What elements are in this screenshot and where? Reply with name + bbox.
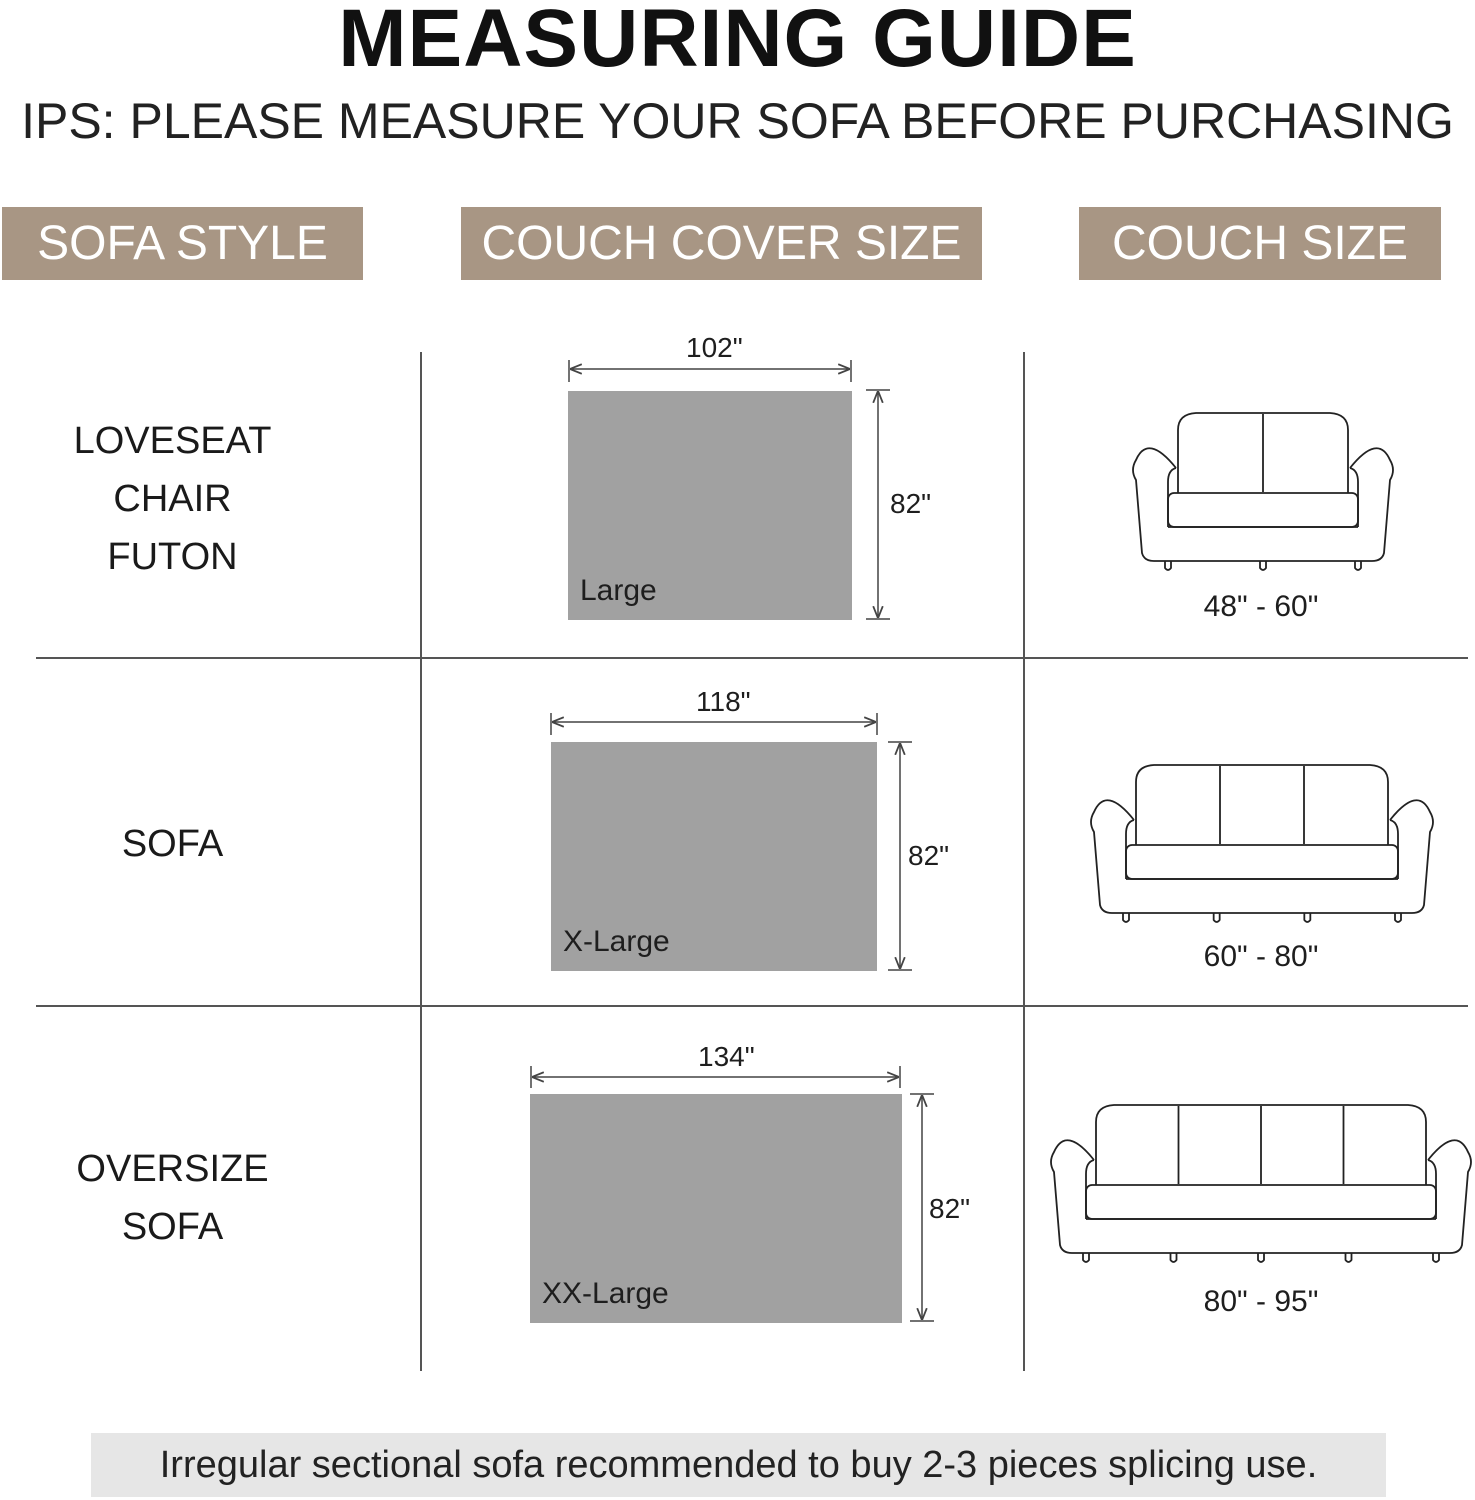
left-arm-inner: [1086, 1160, 1094, 1219]
couch-leg: [1171, 1253, 1177, 1262]
couch-outline: [1091, 765, 1433, 922]
couch-leg: [1433, 1253, 1439, 1262]
couch-leg: [1304, 913, 1310, 922]
couch-leg: [1123, 913, 1129, 922]
cover-size-label: X-Large: [563, 925, 670, 958]
couch-outline: [1051, 1105, 1471, 1262]
couch-leg: [1214, 913, 1220, 922]
loveseat-couch-icon: [1128, 408, 1398, 578]
couch-outline: [1133, 413, 1393, 570]
right-arm-inner: [1428, 1160, 1436, 1219]
right-arm-inner: [1350, 468, 1358, 527]
cover-width-label: 118": [696, 686, 751, 717]
couch-size-range: 60" - 80": [1203, 940, 1319, 973]
couch-leg: [1346, 1253, 1352, 1262]
page-subtitle: IPS: PLEASE MEASURE YOUR SOFA BEFORE PURCHASING: [21, 93, 1454, 149]
header-couch-size: COUCH SIZE: [1079, 207, 1441, 280]
cover-height-label: 82": [908, 840, 950, 871]
sofa-style-line: SOFA: [121, 1206, 224, 1248]
header-sofa-style: SOFA STYLE: [2, 207, 363, 280]
cover-size-label: XX-Large: [542, 1277, 669, 1310]
cover-size-label: Large: [580, 574, 657, 607]
couch-leg: [1260, 561, 1266, 570]
cover-width-label: 134": [698, 1041, 755, 1072]
sofa-style-line: OVERSIZE: [76, 1148, 269, 1190]
header-cover-size: COUCH COVER SIZE: [461, 207, 982, 280]
couch-frame: [1091, 800, 1433, 913]
cover-height-label: 82": [890, 488, 932, 519]
seat-cushion: [1168, 493, 1358, 527]
sofa-style-line: LOVESEAT: [73, 420, 272, 462]
couch-leg: [1258, 1253, 1264, 1262]
couch-size-range: 48" - 60": [1203, 590, 1319, 623]
couch-leg: [1395, 913, 1401, 922]
cover-width-label: 102": [686, 332, 743, 363]
seat-cushion: [1086, 1185, 1436, 1219]
oversize-sofa-couch-icon: [1046, 1100, 1475, 1270]
footer-note: Irregular sectional sofa recommended to buy 2-3 pieces splicing use.: [91, 1433, 1386, 1497]
sofa-couch-icon: [1086, 760, 1438, 930]
couch-size-range: 80" - 95": [1203, 1285, 1319, 1318]
couch-leg: [1165, 561, 1171, 570]
couch-leg: [1083, 1253, 1089, 1262]
seat-cushion: [1126, 845, 1398, 879]
page-title: MEASURING GUIDE: [338, 0, 1137, 84]
left-arm-inner: [1168, 468, 1176, 527]
left-arm-inner: [1126, 820, 1134, 879]
sofa-style-line: FUTON: [107, 536, 238, 578]
cover-height-label: 82": [929, 1193, 971, 1224]
sofa-style-line: SOFA: [121, 823, 224, 865]
back-cushions: [1136, 765, 1388, 845]
sofa-style-line: CHAIR: [113, 478, 232, 520]
couch-leg: [1355, 561, 1361, 570]
right-arm-inner: [1390, 820, 1398, 879]
